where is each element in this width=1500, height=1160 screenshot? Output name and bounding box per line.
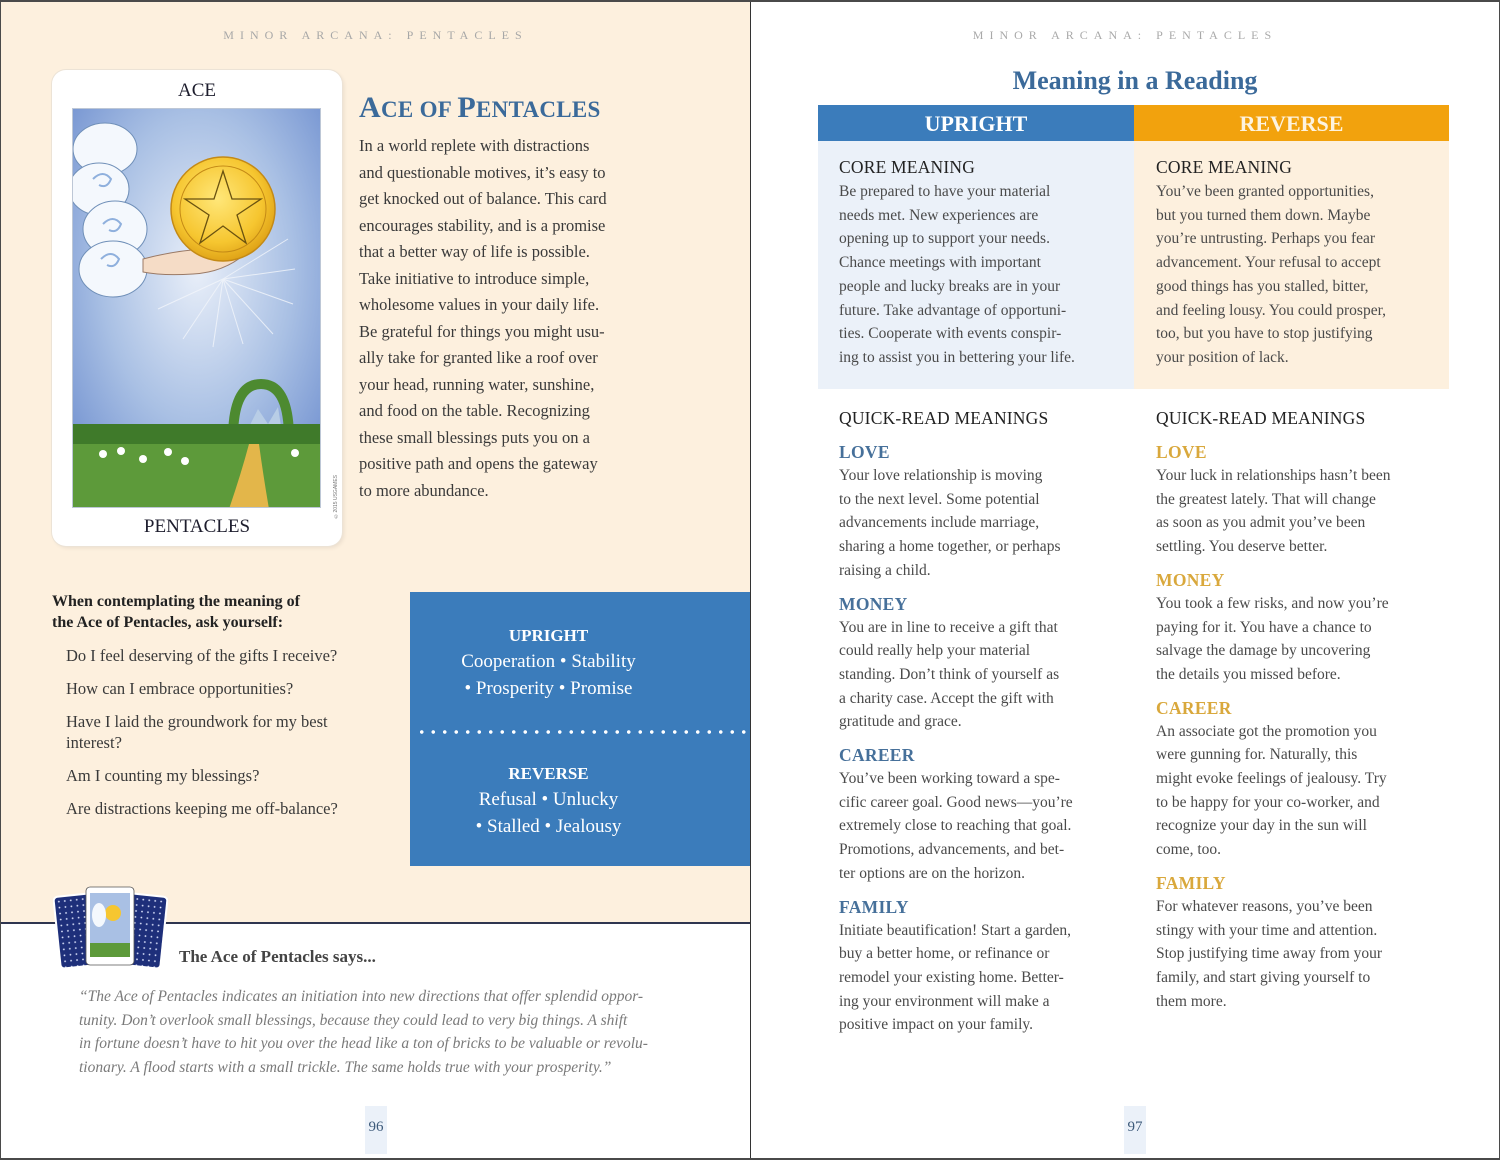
tarot-card-ace-of-pentacles: [52, 70, 342, 546]
intro-line: and food on the table. Recognizing: [359, 401, 590, 420]
quick-read-text: [839, 767, 1139, 886]
quick-line: You’ve been working toward a spe-: [839, 770, 1060, 788]
core-meaning-text: [1156, 180, 1449, 370]
quick-line: family, and start giving yourself to: [1156, 968, 1371, 986]
question-item: Have I laid the groundwork for my best interest?: [66, 712, 328, 752]
quick-line: gratitude and grace.: [839, 713, 962, 731]
quick-read-text: [839, 919, 1139, 1038]
right-page: [751, 2, 1499, 1158]
card-bottom-label: PENTACLES: [143, 516, 251, 537]
quick-line: An associate got the promotion you: [1156, 722, 1377, 740]
upright-column-header: UPRIGHT: [818, 105, 1134, 141]
quick-read-text: [1156, 720, 1456, 862]
page-number: 97: [1124, 1106, 1146, 1154]
question-item: How can I embrace opportunities?: [66, 679, 294, 698]
reflection-questions: [66, 645, 406, 831]
core-line: your position of lack.: [1156, 348, 1289, 366]
ask-heading-line: When contemplating the meaning of: [52, 593, 300, 610]
intro-line: encourages stability, and is a promise: [359, 215, 606, 235]
quick-line: settling. You deserve better.: [1156, 538, 1328, 556]
reverse-keywords-line: Refusal • Unlucky: [478, 789, 619, 810]
core-meaning-heading: CORE MEANING: [839, 157, 976, 177]
quick-line: Your love relationship is moving: [839, 467, 1043, 484]
quick-line: Your luck in relationships hasn’t been: [1156, 467, 1391, 484]
quick-line: positive impact on your family.: [839, 1016, 1033, 1034]
upright-keywords-line: Cooperation • Stability: [461, 651, 636, 672]
question-item: Am I counting my blessings?: [66, 766, 260, 785]
quick-line: raising a child.: [839, 561, 931, 579]
quote-line: “The Ace of Pentacles indicates an initiation into new directions that offer splendid oppor-: [79, 988, 644, 1005]
quick-line: the greatest lately. That will change: [1156, 490, 1376, 508]
core-line: too, but you have to stop justifying: [1156, 325, 1373, 343]
quick-line: buy a better home, or refinance or: [839, 945, 1050, 963]
core-meaning-text: [839, 180, 1134, 370]
quick-line: advancements include marriage,: [839, 514, 1040, 532]
card-title: [359, 91, 601, 125]
quick-read-label-career: CAREER: [839, 745, 915, 766]
quick-line: You are in line to receive a gift that: [839, 618, 1058, 636]
keywords-box: [410, 592, 750, 866]
quick-line: to the next level. Some potential: [839, 490, 1040, 508]
core-line: but you turned them down. Maybe: [1156, 206, 1371, 224]
running-head-left: MINOR ARCANA: PENTACLES: [223, 28, 528, 42]
core-line: you’re untrusting. Perhaps you fear: [1156, 230, 1376, 248]
intro-line: these small blessings puts you on a: [359, 427, 590, 447]
ask-heading-line: the Ace of Pentacles, ask yourself:: [52, 614, 284, 631]
quick-read-label-love: LOVE: [839, 442, 890, 462]
running-head-right: MINOR ARCANA: PENTACLES: [972, 28, 1278, 42]
core-line: needs met. New experiences are: [839, 206, 1039, 224]
core-line: You’ve been granted opportunities,: [1156, 183, 1374, 200]
quick-line: ter options are on the horizon.: [839, 864, 1025, 882]
core-line: advancement. Your refusal to accept: [1156, 254, 1381, 272]
core-line: good things has you stalled, bitter,: [1156, 277, 1369, 295]
card-says-heading: The Ace of Pentacles says...: [179, 947, 376, 966]
card-says-quote: [79, 985, 719, 1079]
quick-read-text: [839, 464, 1139, 583]
core-line: Be prepared to have your material: [839, 183, 1051, 200]
quick-line: as soon as you admit you’ve been: [1156, 514, 1366, 532]
title-part: ENTACLES: [475, 97, 601, 122]
quick-line: ing your environment will make a: [839, 992, 1050, 1010]
card-top-label: ACE: [178, 80, 216, 101]
upright-quick-read: [839, 406, 1139, 1047]
meaning-in-reading-title: Meaning in a Reading: [1012, 66, 1258, 95]
reverse-keywords: [410, 762, 687, 840]
core-line: ing to assist you in bettering your life.: [839, 348, 1075, 366]
title-part: A: [359, 91, 381, 124]
quick-line: extremely close to reaching that goal.: [839, 817, 1072, 835]
question-item: Do I feel deserving of the gifts I receive?: [66, 646, 338, 665]
core-line: Chance meetings with important: [839, 254, 1041, 272]
quick-line: standing. Don’t think of yourself as: [839, 665, 1060, 683]
cloud-icon: [73, 123, 147, 297]
quick-read-label-money: MONEY: [839, 593, 908, 614]
reverse-keywords-line: • Stalled • Jealousy: [475, 816, 622, 837]
quick-line: cific career goal. Good news—you’re: [839, 793, 1073, 811]
grass-meadow: [73, 444, 321, 508]
tarot-deck-icon: [53, 885, 168, 970]
intro-line: Be grateful for things you might usu-: [359, 321, 605, 341]
quick-line: recognize your day in the sun will: [1156, 817, 1367, 835]
quick-line: a charity case. Accept the gift with: [839, 689, 1054, 707]
intro-line: to more abundance.: [359, 480, 489, 500]
reverse-core-meaning: [1134, 141, 1449, 389]
quote-line: tionary. A flood starts with a small trickle. The same holds true with your prosperity.”: [79, 1058, 612, 1076]
intro-paragraph: [359, 133, 659, 504]
quick-line: them more.: [1156, 992, 1227, 1010]
intro-line: and questionable motives, it’s easy to: [359, 162, 606, 182]
core-line: ties. Cooperate with events conspir-: [839, 325, 1062, 343]
card-illustration: [72, 108, 321, 508]
left-page: [1, 2, 751, 1158]
upright-keywords: [410, 624, 687, 702]
card-copyright: ©2015 USGAMES: [333, 475, 339, 519]
quick-read-label-family: FAMILY: [839, 896, 909, 917]
card-illustration-svg: [73, 109, 321, 508]
quick-line: Promotions, advancements, and bet-: [839, 841, 1065, 859]
quick-line: to be happy for your co-worker, and: [1156, 793, 1380, 811]
quick-read-heading: QUICK-READ MEANINGS: [839, 408, 1049, 428]
core-meaning-heading: CORE MEANING: [1156, 157, 1293, 177]
quote-line: in fortune doesn’t have to hit you over the head like a ton of bricks to be valuable or revolu-: [79, 1035, 648, 1052]
ask-yourself-heading: [52, 591, 382, 633]
quick-line: remodel your existing home. Better-: [839, 968, 1064, 986]
title-part: P: [457, 91, 476, 124]
quick-read-text: [839, 616, 1139, 735]
quick-read-text: [1156, 592, 1456, 687]
upright-keywords-label: UPRIGHT: [508, 626, 589, 645]
intro-line: that a better way of life is possible.: [359, 242, 590, 261]
quick-line: were gunning for. Naturally, this: [1156, 746, 1358, 764]
intro-line: positive path and opens the gateway: [359, 454, 598, 473]
core-line: people and lucky breaks are in your: [839, 277, 1061, 295]
quick-line: Initiate beautification! Start a garden,: [839, 921, 1071, 939]
quick-read-label-money: MONEY: [1156, 569, 1225, 590]
upright-keywords-line: • Prosperity • Promise: [464, 678, 633, 699]
core-line: opening up to support your needs.: [839, 230, 1050, 248]
quick-line: might evoke feelings of jealousy. Try: [1156, 770, 1387, 788]
quick-line: come, too.: [1156, 841, 1221, 859]
reverse-column-header: REVERSE: [1134, 105, 1449, 141]
hedge: [73, 424, 321, 444]
dotted-divider: [416, 730, 750, 734]
quick-read-label-love: LOVE: [1156, 442, 1207, 462]
quick-line: salvage the damage by uncovering: [1156, 642, 1371, 660]
intro-line: Take initiative to introduce simple,: [359, 268, 590, 288]
quote-line: tunity. Don’t overlook small blessings, because they could lead to very big things. A shift: [79, 1011, 628, 1029]
reverse-keywords-label: REVERSE: [508, 764, 589, 783]
upright-core-meaning: [818, 141, 1134, 389]
quick-read-text: [1156, 895, 1456, 1014]
quick-read-heading: QUICK-READ MEANINGS: [1156, 408, 1366, 428]
reverse-quick-read: [1156, 406, 1456, 1023]
intro-line: wholesome values in your daily life.: [359, 295, 600, 314]
quick-line: could really help your material: [839, 642, 1031, 660]
title-part: CE OF: [380, 97, 458, 122]
intro-line: In a world replete with distractions: [359, 136, 590, 155]
quick-line: the details you missed before.: [1156, 665, 1341, 683]
core-line: and feeling lousy. You could prosper,: [1156, 301, 1386, 319]
page-number: 96: [365, 1106, 387, 1154]
quick-line: stingy with your time and attention.: [1156, 921, 1378, 939]
quick-read-label-family: FAMILY: [1156, 872, 1226, 893]
quick-line: For whatever reasons, you’ve been: [1156, 897, 1373, 915]
quick-line: paying for it. You have a chance to: [1156, 618, 1372, 636]
quick-read-text: [1156, 464, 1456, 559]
intro-line: your head, running water, sunshine,: [359, 374, 595, 394]
quick-line: Stop justifying time away from your: [1156, 945, 1383, 963]
intro-line: get knocked out of balance. This card: [359, 189, 607, 208]
quick-line: sharing a home together, or perhaps: [839, 538, 1061, 556]
quick-line: You took a few risks, and now you’re: [1156, 594, 1389, 612]
quick-read-label-career: CAREER: [1156, 697, 1232, 718]
core-line: future. Take advantage of opportuni-: [839, 301, 1067, 319]
intro-line: ally take for granted like a roof over: [359, 348, 598, 367]
question-item: Are distractions keeping me off-balance?: [66, 799, 338, 818]
